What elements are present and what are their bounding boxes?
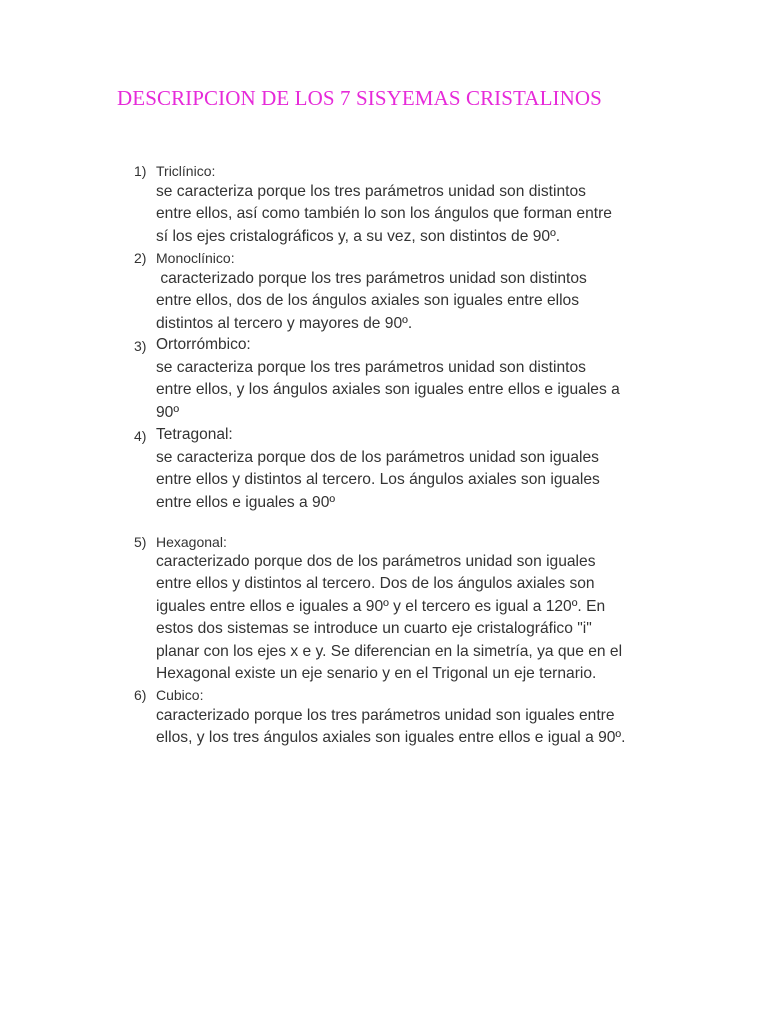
- description-line: entre ellos e iguales a 90º: [156, 493, 336, 511]
- item-description: [156, 447, 600, 514]
- item-heading: Hexagonal:: [156, 534, 227, 550]
- item-number: 2): [134, 250, 147, 266]
- item-description: [156, 705, 625, 750]
- item-description: [156, 268, 587, 335]
- description-line: entre ellos y distintos al tercero. Dos de los ángulos axiales son: [156, 575, 595, 593]
- description-line: entre ellos y distintos al tercero. Los ángulos axiales son iguales: [156, 471, 600, 489]
- description-line: ellos, y los tres ángulos axiales son iguales entre ellos e igual a 90º.: [156, 729, 626, 747]
- item-description: [156, 357, 620, 424]
- description-line: caracterizado porque los tres parámetros unidad son iguales entre: [156, 707, 615, 724]
- description-line: se caracteriza porque dos de los parámetros unidad son iguales: [156, 449, 599, 466]
- description-line: se caracteriza porque los tres parámetros unidad son distintos: [156, 359, 586, 376]
- description-line: planar con los ejes x e y. Se diferencian en la simetría, ya que en el: [156, 642, 623, 660]
- item-number: 3): [134, 338, 147, 354]
- description-line: distintos al tercero y mayores de 90º.: [156, 314, 413, 332]
- description-line: Hexagonal existe un eje senario y en el Trigonal un eje ternario.: [156, 665, 597, 683]
- item-description: [156, 181, 612, 248]
- description-line: 90º: [156, 403, 180, 421]
- item-number: 5): [134, 534, 147, 550]
- page-title: DESCRIPCION DE LOS 7 SISYEMAS CRISTALINOS: [117, 86, 602, 110]
- item-heading: Triclínico:: [156, 163, 216, 179]
- description-line: sí los ejes cristalográficos y, a su vez, son distintos de 90º.: [156, 227, 561, 245]
- description-line: entre ellos, dos de los ángulos axiales son iguales entre ellos: [156, 292, 580, 310]
- description-line: caracterizado porque los tres parámetros unidad son distintos: [156, 270, 587, 287]
- item-heading: Cubico:: [156, 687, 204, 703]
- item-number: 6): [134, 687, 147, 703]
- item-heading: Ortorrómbico:: [156, 336, 251, 353]
- item-description: [156, 551, 622, 685]
- description-line: estos dos sistemas se introduce un cuarto eje cristalográfico "i": [156, 620, 592, 638]
- description-line: entre ellos, así como también lo son los ángulos que forman entre: [156, 205, 612, 223]
- description-line: se caracteriza porque los tres parámetros unidad son distintos: [156, 183, 586, 200]
- description-line: caracterizado porque dos de los parámetros unidad son iguales: [156, 553, 596, 570]
- item-number: 1): [134, 163, 147, 179]
- description-line: entre ellos, y los ángulos axiales son iguales entre ellos e iguales a: [156, 381, 620, 399]
- description-line: iguales entre ellos e iguales a 90º y el tercero es igual a 120º. En: [156, 597, 606, 615]
- item-number: 4): [134, 428, 147, 444]
- item-heading: Tetragonal:: [156, 426, 233, 443]
- item-heading: Monoclínico:: [156, 250, 235, 266]
